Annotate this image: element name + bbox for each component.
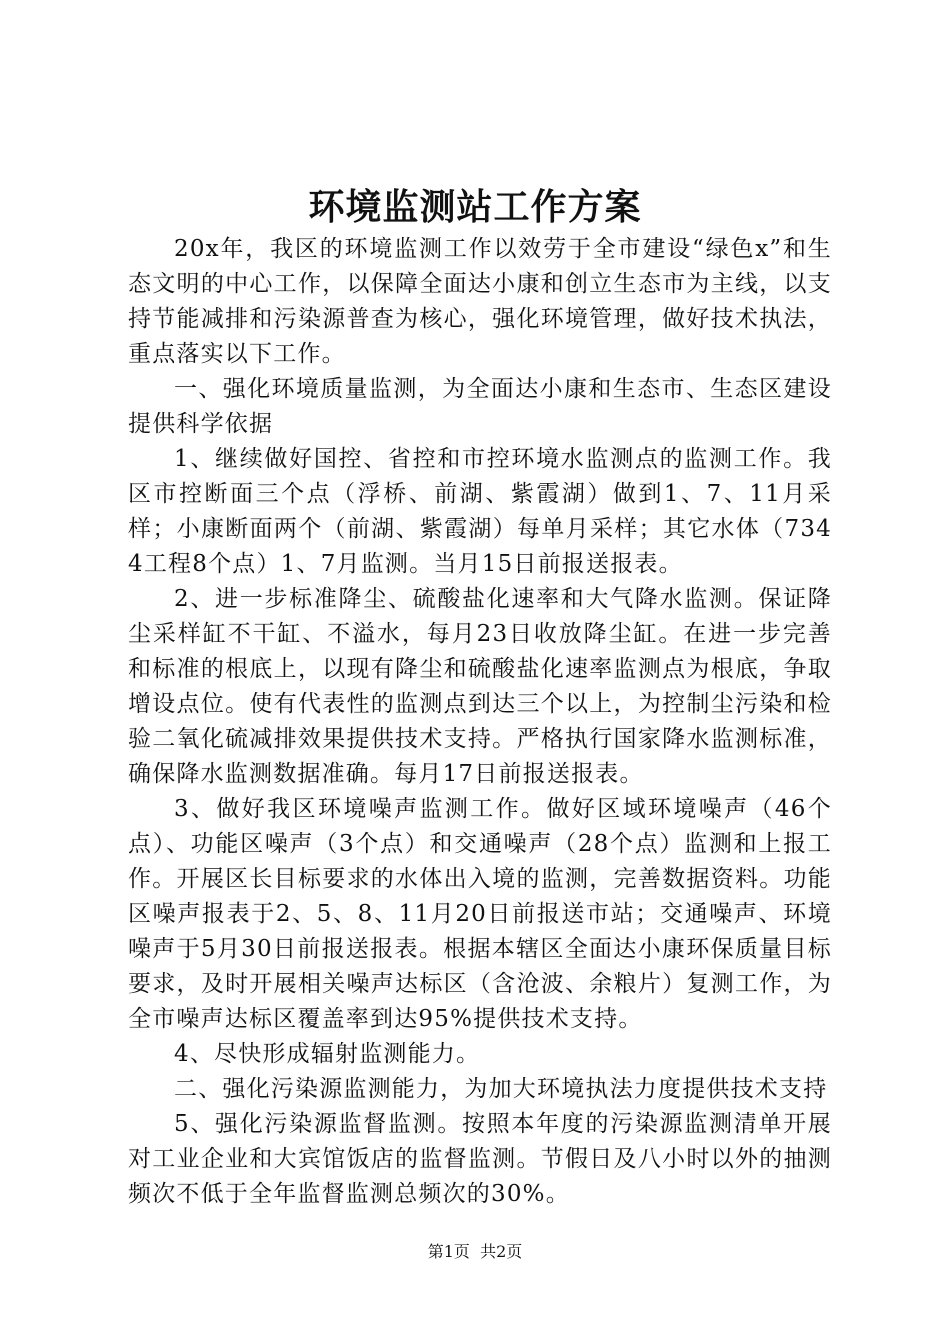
footer-separator xyxy=(470,1242,480,1261)
paragraph-item-2: 2、进一步标准降尘、硫酸盐化速率和大气降水监测。保证降尘采样缸不干缸、不溢水，每月23日收放降尘缸。在进一步完善和标准的根底上，以现有降尘和硫酸盐化速率监测点为根底，争取增设点位。使有代表性的监测点到达三个以上，为控制尘污染和检验二氧化硫减排效果提供技术支持。严格执行国家降水监测标准，确保降水监测数据准确。每月17日前报送报表。 xyxy=(128,586,832,787)
document-title: 环境监测站工作方案 xyxy=(308,186,642,228)
section-heading-2: 二、强化污染源监测能力，为加大环境执法力度提供技术支持 xyxy=(174,1076,828,1102)
section-heading-1: 一、强化环境质量监测，为全面达小康和生态市、生态区建设提供科学依据 xyxy=(128,376,832,437)
paragraph-item-3: 3、做好我区环境噪声监测工作。做好区域环境噪声（46个点）、功能区噪声（3个点）和交通噪声（28个点）监测和上报工作。开展区长目标要求的水体出入境的监测，完善数据资料。功能区噪声报表于2、5、8、11月20日前报送市站；交通噪声、环境噪声于5月30日前报送报表。根据本辖区全面达小康环保质量目标要求，及时开展相关噪声达标区（含沧波、余粮片）复测工作，为全市噪声达标区覆盖率到达95%提供技术支持。 xyxy=(128,796,832,1032)
paragraph-item-4: 4、尽快形成辐射监测能力。 xyxy=(174,1041,481,1067)
paragraph-item-1: 1、继续做好国控、省控和市控环境水监测点的监测工作。我区市控断面三个点（浮桥、前湖、紫霞湖）做到1、7、11月采样；小康断面两个（前湖、紫霞湖）每单月采样；其它水体（7344工程8个点）1、7月监测。当月15日前报送报表。 xyxy=(128,446,832,577)
page-footer xyxy=(0,1240,950,1264)
document-body xyxy=(128,232,832,1212)
paragraph-intro: 20x年，我区的环境监测工作以效劳于全市建设“绿色x”和生态文明的中心工作，以保障全面达小康和创立生态市为主线，以支持节能减排和污染源普查为核心，强化环境管理，做好技术执法，重点落实以下工作。 xyxy=(128,236,832,367)
paragraph-item-5: 5、强化污染源监督监测。按照本年度的污染源监测清单开展对工业企业和大宾馆饭店的监督监测。节假日及八小时以外的抽测频次不低于全年监督监测总频次的30%。 xyxy=(128,1111,832,1207)
page-number: 第1页 xyxy=(427,1242,470,1261)
page-total: 共2页 xyxy=(480,1242,523,1261)
